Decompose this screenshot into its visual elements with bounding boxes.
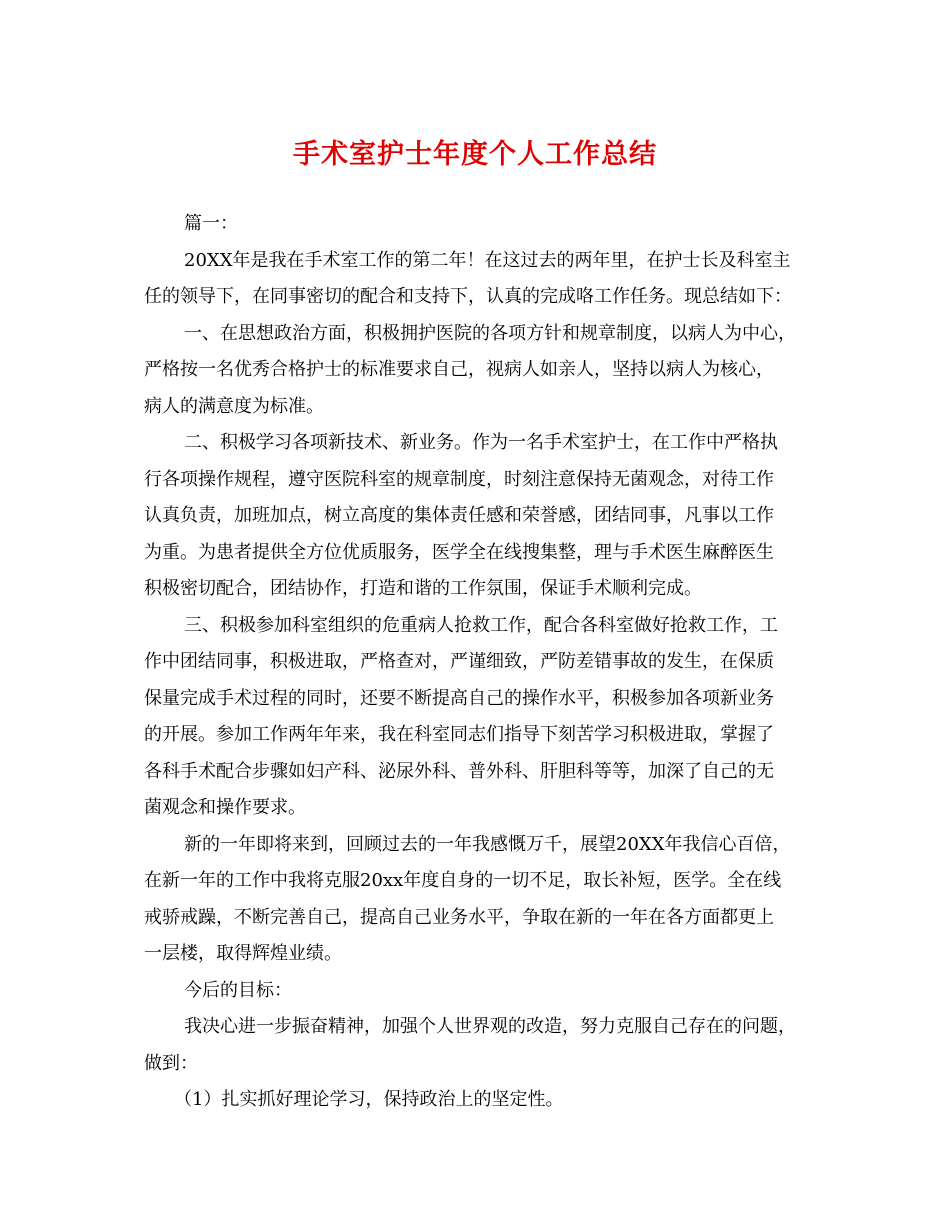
- text-line: 三、积极参加科室组织的危重病人抢救工作，配合各科室做好抢救工作，工: [184, 614, 778, 636]
- text-line: 一、在思想政治方面，积极拥护医院的各项方针和规章制度，以病人为中心，: [184, 322, 796, 344]
- text-line: 20XX年是我在手术室工作的第二年！在这过去的两年里，在护士长及科室主: [184, 249, 791, 271]
- text-line: 积极密切配合，团结协作，打造和谐的工作氛围，保证手术顺利完成。: [144, 578, 702, 599]
- text-line: 篇一：: [184, 213, 238, 234]
- text-line: 我决心进一步振奋精神，加强个人世界观的改造，努力克服自己存在的问题，: [184, 1016, 796, 1037]
- text-line: 病人的满意度为标准。: [144, 395, 324, 417]
- text-line: 任的领导下，在同事密切的配合和支持下，认真的完成咯工作任务。现总结如下：: [144, 286, 792, 307]
- text-line: 二、积极学习各项新技术、新业务。作为一名手术室护士，在工作中严格执: [184, 432, 778, 453]
- text-line: 的开展。参加工作两年年来，我在科室同志们指导下刻苦学习积极进取，掌握了: [144, 724, 774, 745]
- text-line: 作中团结同事，积极进取，严格查对，严谨细致，严防差错事故的发生，在保质: [144, 651, 774, 672]
- text-line: 行各项操作规程，遵守医院科室的规章制度，时刻注意保持无菌观念，对待工作: [144, 468, 774, 490]
- text-line: 各科手术配合步骤如妇产科、泌尿外科、普外科、肝胆科等等，加深了自己的无: [144, 760, 774, 782]
- text-line: 新的一年即将来到，回顾过去的一年我感慨万千，展望20XX年我信心百倍，: [184, 833, 791, 855]
- text-line: 保量完成手术过程的同时，还要不断提高自己的操作水平，积极参加各项新业务: [144, 687, 774, 709]
- text-line: （1）扎实抓好理论学习，保持政治上的坚定性。: [174, 1089, 564, 1110]
- text-line: 严格按一名优秀合格护士的标准要求自己，视病人如亲人，坚持以病人为核心，: [144, 359, 774, 380]
- document-title: 手术室护士年度个人工作总结: [293, 139, 657, 170]
- text-line: 菌观念和操作要求。: [144, 797, 306, 818]
- text-line: 为重。为患者提供全方位优质服务，医学全在线搜集整，理与手术医生麻醉医生: [144, 541, 774, 563]
- text-line: 今后的目标：: [184, 979, 292, 1001]
- text-line: 戒骄戒躁，不断完善自己，提高自己业务水平，争取在新的一年在各方面都更上: [144, 906, 774, 928]
- text-line: 在新一年的工作中我将克服20xx年度自身的一切不足，取长补短，医学。全在线: [144, 870, 782, 891]
- document-body: [144, 206, 806, 1119]
- text-line: 一层楼，取得辉煌业绩。: [144, 943, 342, 964]
- text-line: 认真负责，加班加点，树立高度的集体责任感和荣誉感，团结同事，凡事以工作: [144, 505, 774, 526]
- text-line: 做到：: [144, 1052, 198, 1074]
